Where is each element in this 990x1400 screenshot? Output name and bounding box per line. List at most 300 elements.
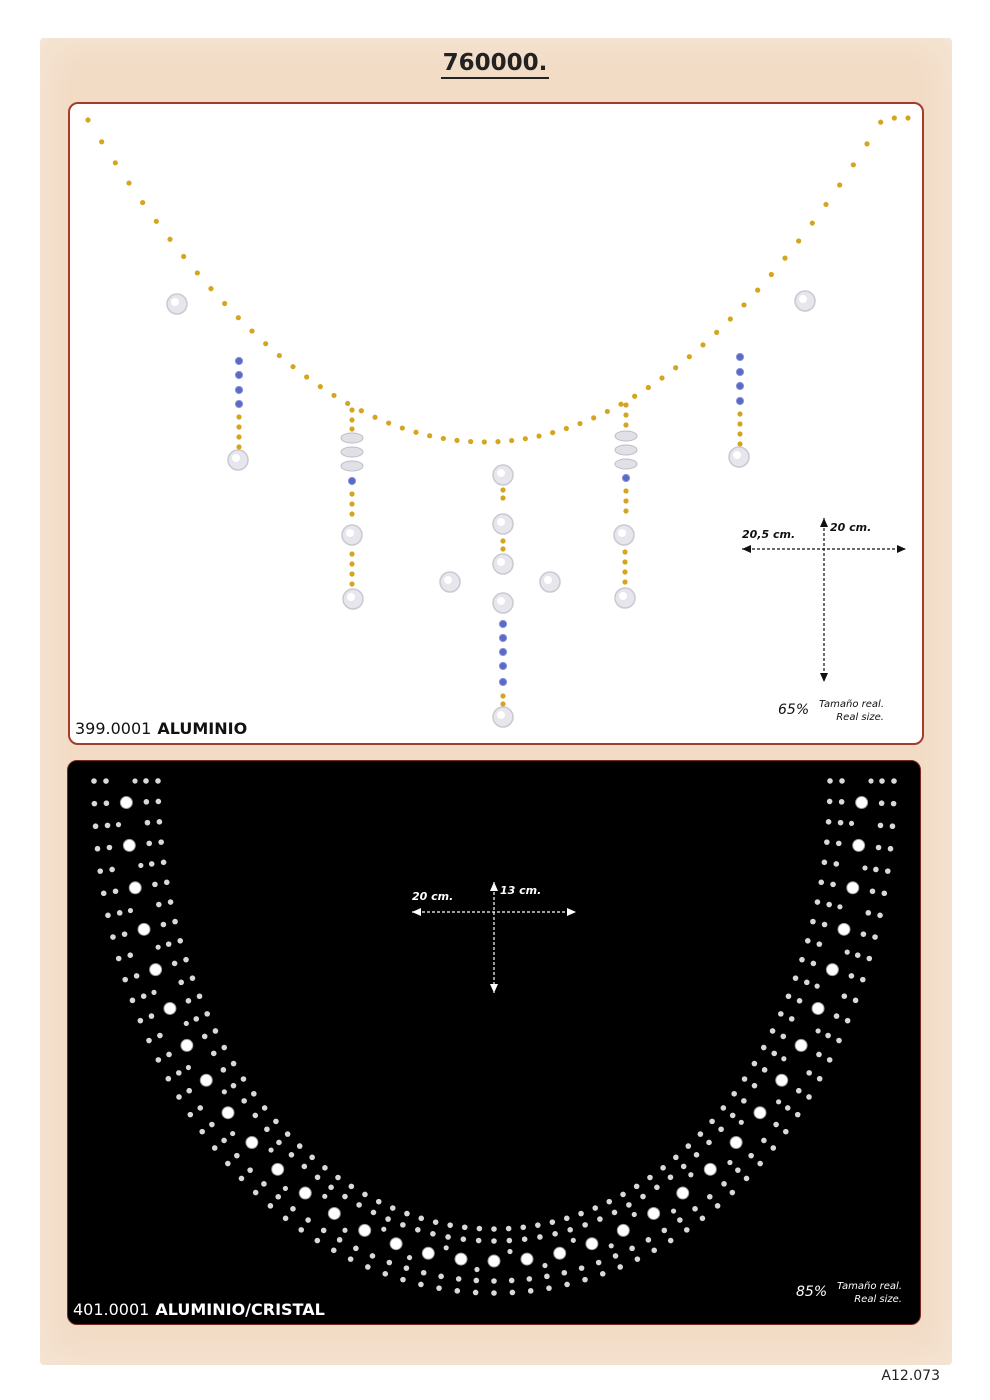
gold-stud — [755, 288, 760, 293]
gold-stud — [823, 202, 828, 207]
crystal-stud — [91, 778, 97, 784]
crystal-stud — [104, 800, 110, 806]
crystal-stud — [860, 977, 866, 983]
crystal-stud — [780, 1034, 786, 1040]
crystal-stud — [870, 888, 876, 894]
crystal-stud — [382, 1271, 388, 1277]
crystal-stud — [476, 1238, 482, 1244]
crystal-stud — [101, 891, 107, 897]
real-size-en: Real size. — [854, 1294, 902, 1305]
crystal-stud — [283, 1186, 288, 1191]
gold-stud — [564, 426, 569, 431]
gold-stud — [622, 549, 627, 554]
crystal-stud — [535, 1222, 541, 1228]
crystal-stud — [362, 1192, 368, 1198]
gold-stud — [500, 693, 505, 698]
gold-stud — [349, 511, 354, 516]
crystal-stud — [785, 1105, 791, 1111]
crystal-stud — [109, 867, 115, 873]
gold-stud — [737, 431, 742, 436]
gold-stud — [359, 408, 364, 413]
crystal-stud — [660, 1165, 666, 1171]
crystal-stud — [348, 1256, 354, 1262]
design-code-number: 399.0001 — [75, 719, 152, 738]
gold-stud — [500, 487, 505, 492]
crystal-stud — [264, 1126, 270, 1132]
crystal-stud — [797, 998, 803, 1004]
crystal-stud — [873, 867, 879, 873]
crystal-stud — [156, 1057, 162, 1063]
width-label-bottom: 20 cm. — [412, 890, 454, 903]
crystal-stud — [688, 1172, 693, 1177]
crystal-stud — [222, 1089, 227, 1094]
crystal-stone — [488, 1255, 500, 1267]
crystal-stud — [709, 1119, 715, 1125]
crystal-stud — [211, 1051, 217, 1057]
crystal-stud — [778, 1011, 784, 1017]
blue-stone — [499, 634, 506, 641]
gold-stud — [591, 415, 596, 420]
gold-stud — [623, 412, 628, 417]
crystal-stone — [120, 797, 132, 809]
crystal-stud — [730, 1113, 736, 1119]
crystal-stud — [761, 1138, 767, 1144]
arrow-head — [820, 673, 828, 682]
marquise-stone — [341, 433, 363, 443]
crystal-stud — [107, 845, 113, 851]
crystal-stone — [754, 1107, 766, 1119]
crystal-stone — [826, 964, 838, 976]
crystal-stone — [812, 1002, 824, 1014]
pearl-highlight — [497, 469, 505, 477]
crystal-stone — [617, 1224, 629, 1236]
crystal-stud — [597, 1216, 603, 1222]
crystal-stud — [138, 863, 143, 868]
crystal-stud — [715, 1203, 721, 1209]
crystal-stud — [806, 1070, 812, 1076]
pearl-highlight — [733, 451, 741, 459]
gold-stud — [737, 441, 742, 446]
crystal-stud — [172, 919, 178, 925]
crystal-stud — [103, 778, 109, 784]
crystal-stud — [353, 1246, 359, 1252]
gold-stud — [349, 581, 354, 586]
crystal-stud — [564, 1215, 570, 1221]
crystal-stud — [872, 934, 878, 940]
crystal-stone — [704, 1163, 716, 1175]
crystal-stud — [247, 1167, 253, 1173]
crystal-stud — [826, 902, 832, 908]
crystal-stud — [132, 778, 137, 783]
gold-stud — [331, 393, 336, 398]
crystal-stud — [415, 1227, 421, 1233]
crystal-stud — [855, 952, 861, 958]
crystal-stud — [385, 1216, 391, 1222]
crystal-stud — [612, 1210, 618, 1216]
crystal-stud — [128, 908, 133, 913]
crystal-stone — [299, 1187, 311, 1199]
crystal-stud — [230, 1131, 235, 1136]
crystal-stud — [836, 1038, 842, 1044]
pearl-highlight — [618, 529, 626, 537]
gold-stud — [208, 286, 213, 291]
crystal-stud — [262, 1105, 268, 1111]
gold-stud — [482, 439, 487, 444]
crystal-stud — [176, 1070, 182, 1076]
crystal-stud — [376, 1199, 382, 1205]
gold-stud — [400, 425, 405, 430]
crystal-stud — [799, 957, 805, 963]
crystal-stud — [827, 778, 833, 784]
crystal-stud — [221, 1067, 227, 1073]
crystal-stud — [156, 902, 162, 908]
crystal-stud — [168, 899, 174, 905]
crystal-stud — [742, 1076, 748, 1082]
blue-stone — [235, 386, 242, 393]
crystal-stud — [445, 1234, 451, 1240]
crystal-stud — [231, 1061, 237, 1067]
crystal-stone — [521, 1253, 533, 1265]
crystal-stud — [582, 1222, 588, 1228]
pearl-highlight — [497, 558, 505, 566]
gold-stud — [345, 401, 350, 406]
crystal-stud — [845, 1018, 851, 1024]
crystal-stud — [158, 839, 164, 845]
crystal-stud — [127, 952, 133, 958]
crystal-stud — [761, 1045, 767, 1051]
crystal-stud — [752, 1083, 758, 1089]
crystal-stud — [635, 1256, 641, 1262]
arrow-head — [820, 518, 828, 527]
crystal-stud — [177, 938, 183, 944]
gold-stud — [195, 270, 200, 275]
crystal-stud — [741, 1098, 747, 1104]
crystal-stud — [757, 1161, 763, 1167]
crystal-stud — [789, 1016, 795, 1022]
crystal-stud — [771, 1051, 777, 1057]
gold-stud — [523, 436, 528, 441]
crystal-stud — [462, 1224, 468, 1230]
gold-stud — [349, 501, 354, 506]
crystal-stud — [839, 778, 845, 784]
crystal-stud — [239, 1176, 245, 1182]
crystal-stud — [620, 1192, 626, 1198]
crystal-stud — [876, 845, 882, 851]
crystal-stone — [856, 797, 868, 809]
gold-stud — [386, 420, 391, 425]
crystal-stud — [826, 819, 832, 825]
pearl-highlight — [544, 576, 552, 584]
gold-stud — [113, 160, 118, 165]
crystal-stud — [407, 1255, 412, 1260]
crystal-stud — [877, 913, 883, 919]
crystal-stud — [134, 973, 140, 979]
crystal-stud — [817, 941, 823, 947]
crystal-stud — [822, 922, 828, 928]
real-size-es: Tamaño real. — [818, 699, 884, 710]
pearl-highlight — [497, 711, 505, 719]
blue-stone — [736, 382, 743, 389]
crystal-stud — [110, 934, 116, 940]
gold-stud — [304, 374, 309, 379]
crystal-stud — [654, 1185, 660, 1191]
crystal-stone — [795, 1039, 807, 1051]
blue-stone — [348, 477, 355, 484]
crystal-stud — [818, 879, 824, 885]
crystal-stud — [164, 879, 170, 885]
crystal-stud — [885, 868, 891, 874]
blue-stone — [499, 678, 506, 685]
gold-stud — [372, 415, 377, 420]
crystal-stud — [839, 799, 845, 805]
crystal-stud — [806, 1094, 812, 1100]
crystal-stud — [520, 1224, 526, 1230]
crystal-stud — [878, 823, 884, 829]
crystal-stud — [613, 1253, 619, 1259]
crystal-stud — [544, 1274, 550, 1280]
design-code-bottom — [73, 1300, 325, 1319]
crystal-stud — [510, 1290, 516, 1296]
crystal-stone — [776, 1074, 788, 1086]
crystal-stud — [404, 1211, 410, 1217]
gold-stud — [495, 439, 500, 444]
crystal-stone — [246, 1136, 258, 1148]
crystal-stud — [176, 1094, 182, 1100]
crystal-stud — [647, 1175, 653, 1181]
design-code-number: 401.0001 — [73, 1300, 150, 1319]
crystal-stud — [95, 846, 101, 852]
gold-stud — [349, 491, 354, 496]
crystal-stud — [815, 984, 820, 989]
gold-stud — [796, 238, 801, 243]
crystal-stud — [213, 1028, 219, 1034]
crystal-stud — [197, 993, 203, 999]
crystal-stud — [866, 956, 872, 962]
crystal-stud — [537, 1234, 543, 1240]
crystal-stud — [456, 1276, 462, 1282]
crystal-stud — [285, 1131, 291, 1137]
crystal-stud — [447, 1222, 453, 1228]
gold-stud — [577, 421, 582, 426]
crystal-stud — [815, 1028, 820, 1033]
gold-stud — [892, 115, 897, 120]
gold-stud — [623, 402, 628, 407]
crystal-stud — [157, 1033, 163, 1039]
crystal-stud — [349, 1184, 355, 1190]
crystal-stud — [253, 1190, 259, 1196]
necklace-design-drawing — [70, 104, 922, 743]
crystal-stud — [322, 1194, 327, 1199]
gold-stud — [413, 430, 418, 435]
crystal-stud — [891, 801, 897, 807]
crystal-stud — [400, 1222, 406, 1228]
crystal-stud — [776, 1099, 781, 1104]
crystal-stud — [156, 945, 161, 950]
crystal-stud — [804, 980, 810, 986]
crystal-stud — [166, 1052, 172, 1058]
crystal-stone — [838, 923, 850, 935]
crystal-stud — [707, 1194, 713, 1200]
crystal-stud — [190, 975, 196, 981]
crystal-stud — [727, 1160, 732, 1165]
crystal-stud — [822, 859, 828, 865]
marquise-stone — [615, 431, 637, 441]
gold-stud — [618, 402, 623, 407]
crystal-stud — [418, 1282, 424, 1288]
crystal-stud — [770, 1028, 776, 1034]
crystal-stud — [849, 821, 854, 826]
crystal-stud — [528, 1288, 534, 1294]
gold-stud — [236, 434, 241, 439]
crystal-stud — [146, 1038, 152, 1044]
gold-stud — [236, 444, 241, 449]
crystal-stud — [596, 1260, 602, 1266]
crystal-stud — [781, 1056, 786, 1061]
crystal-stud — [773, 1122, 779, 1128]
crystal-stone — [138, 923, 150, 935]
gold-stud — [349, 417, 354, 422]
gold-stud — [632, 394, 637, 399]
crystal-stud — [668, 1238, 674, 1244]
crystal-stud — [868, 778, 873, 783]
crystal-stud — [241, 1076, 247, 1082]
crystal-stud — [151, 990, 156, 995]
crystal-stud — [752, 1061, 758, 1067]
crystal-stud — [762, 1067, 768, 1073]
real-size-note-bottom — [818, 1280, 902, 1306]
crystal-stud — [731, 1091, 737, 1097]
crystal-stud — [172, 961, 178, 967]
crystal-stud — [461, 1236, 467, 1242]
crystal-stud — [811, 961, 817, 967]
crystal-stud — [290, 1206, 296, 1212]
page-title: 760000. — [0, 50, 990, 76]
dimension-arrows-top — [742, 518, 906, 682]
crystal-stud — [184, 1021, 189, 1026]
crystal-stud — [837, 904, 842, 909]
crystal-stud — [853, 998, 859, 1004]
arrow-head — [897, 545, 906, 553]
gold-stud — [126, 180, 131, 185]
crystal-stud — [138, 1018, 144, 1024]
crystal-stud — [105, 913, 111, 919]
crystal-stud — [155, 778, 161, 784]
gold-stud — [622, 559, 627, 564]
crystal-stud — [97, 868, 103, 874]
crystal-stone — [328, 1207, 340, 1219]
crystal-stud — [430, 1231, 436, 1237]
crystal-stud — [166, 1076, 172, 1082]
crystal-stud — [805, 938, 811, 944]
gold-stud — [837, 182, 842, 187]
crystal-stud — [421, 1270, 427, 1276]
crystal-stud — [578, 1211, 584, 1217]
gold-stud — [741, 302, 746, 307]
crystal-stud — [337, 1237, 343, 1243]
crystal-stud — [891, 778, 897, 784]
crystal-stud — [404, 1265, 410, 1271]
crystal-stud — [252, 1113, 258, 1119]
arrow-head — [742, 545, 751, 553]
gold-stud — [536, 433, 541, 438]
gold-stud — [623, 422, 628, 427]
crystal-stud — [251, 1091, 257, 1097]
crystal-stud — [116, 822, 121, 827]
crystal-stud — [685, 1143, 691, 1149]
crystal-stone — [359, 1224, 371, 1236]
crystal-stud — [234, 1153, 240, 1159]
crystal-stud — [275, 1194, 281, 1200]
crystal-stud — [793, 975, 799, 981]
crystal-stud — [178, 980, 184, 986]
gold-stud — [605, 409, 610, 414]
gold-stud — [714, 330, 719, 335]
crystal-stud — [381, 1227, 386, 1232]
gold-stud — [500, 546, 505, 551]
crystal-stud — [268, 1203, 274, 1209]
crystal-stud — [241, 1098, 247, 1104]
crystal-stud — [261, 1181, 267, 1187]
blue-stone — [235, 371, 242, 378]
crystal-stud — [197, 1105, 203, 1111]
pearl-highlight — [497, 597, 505, 605]
gold-stud — [236, 414, 241, 419]
crystal-stud — [668, 1174, 674, 1180]
crystal-stud — [289, 1152, 295, 1158]
gold-stud — [441, 436, 446, 441]
crystal-stud — [143, 778, 149, 784]
crystal-stud — [552, 1231, 558, 1237]
crystal-stud — [474, 1278, 480, 1284]
crystal-stud — [562, 1270, 568, 1276]
real-size-es: Tamaño real. — [836, 1281, 902, 1292]
gold-stud — [646, 385, 651, 390]
crystal-stud — [231, 1083, 237, 1089]
crystal-stud — [522, 1236, 528, 1242]
crystal-stud — [276, 1140, 282, 1146]
crystal-stud — [550, 1219, 556, 1225]
crystal-stud — [202, 1034, 208, 1040]
crystal-stud — [122, 931, 128, 937]
crystal-stud — [105, 823, 111, 829]
gold-stud — [349, 561, 354, 566]
crystal-stud — [671, 1208, 676, 1213]
crystal-stone — [123, 839, 135, 851]
crystal-stud — [567, 1227, 573, 1233]
crystal-stud — [141, 993, 147, 999]
crystal-stud — [827, 1057, 833, 1063]
marquise-stone — [615, 445, 637, 455]
crystal-stud — [161, 859, 167, 865]
crystal-stud — [161, 922, 167, 928]
page-code: A12.073 — [881, 1368, 940, 1384]
crystal-stud — [825, 1033, 831, 1039]
crystal-stud — [186, 1088, 192, 1094]
blue-stone — [622, 474, 629, 481]
marquise-stone — [341, 447, 363, 457]
pearl-highlight — [444, 576, 452, 584]
crystal-stud — [473, 1290, 479, 1296]
gold-stud — [737, 421, 742, 426]
gold-stud — [249, 328, 254, 333]
crystal-stud — [833, 861, 839, 867]
crystal-stud — [866, 910, 872, 916]
crystal-stud — [92, 801, 98, 807]
gold-stud — [622, 569, 627, 574]
crystal-stud — [890, 823, 896, 829]
crystal-stud — [302, 1164, 308, 1170]
crystal-stud — [93, 823, 99, 829]
